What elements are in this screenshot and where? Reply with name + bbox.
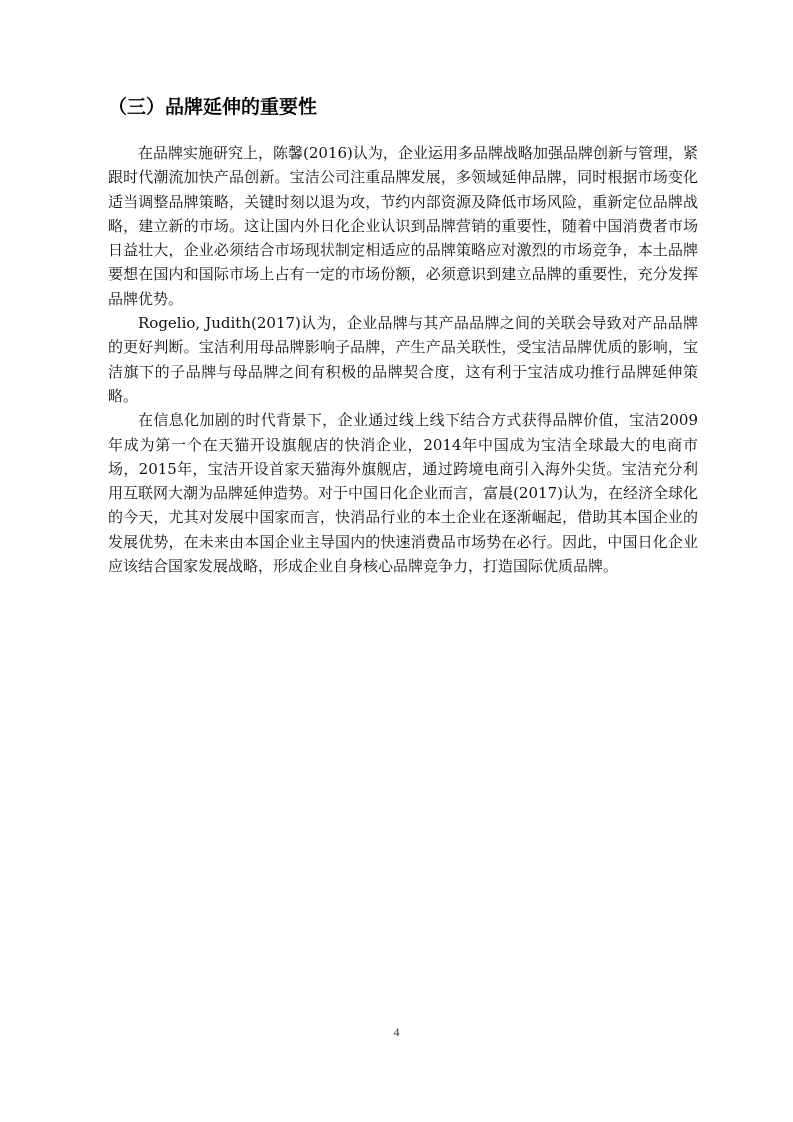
paragraph-2: Rogelio, Judith(2017)认为，企业品牌与其产品品牌之间的关联会导致对产品品牌的更好判断。宝洁利用母品牌影响子品牌，产生产品关联性，受宝洁品牌优质的影响，宝洁旗下的子品牌与母品牌之间有积极的品牌契合度，这有利于宝洁成功推行品牌延伸策略。 (108, 314, 698, 405)
page-number: 4 (393, 1025, 400, 1039)
paragraph-1: 在品牌实施研究上，陈馨(2016)认为，企业运用多品牌战略加强品牌创新与管理，紧跟时代潮流加快产品创新。宝洁公司注重品牌发展，多领域延伸品牌，同时根据市场变化适当调整品牌策略，关键时刻以退为攻，节约内部资源及降低市场风险，重新定位品牌战略，建立新的市场。这让国内外日化企业认识到品牌营销的重要性，随着中国消费者市场日益壮大，企业必须结合市场现状制定相适应的品牌策略应对激烈的市场竞争，本土品牌要想在国内和国际市场上占有一定的市场份额，必须意识到建立品牌的重要性，充分发挥品牌优势。 (108, 144, 698, 308)
paragraph-3: 在信息化加剧的时代背景下，企业通过线上线下结合方式获得品牌价值，宝洁2009年成为第一个在天猫开设旗舰店的快消企业，2014年中国成为宝洁全球最大的电商市场，2015年，宝洁开设首家天猫海外旗舰店，通过跨境电商引入海外尖货。宝洁充分利用互联网大潮为品牌延伸造势。对于中国日化企业而言，富晨(2017)认为，在经济全球化的今天，尤其对发展中国家而言，快消品行业的本土企业在逐渐崛起，借助其本国企业的发展优势，在未来由本国企业主导国内的快速消费品市场势在必行。因此，中国日化企业应该结合国家发展战略，形成企业自身核心品牌竞争力，打造国际优质品牌。 (108, 411, 698, 576)
section-heading: （三）品牌延伸的重要性 (108, 96, 318, 118)
body-text (108, 141, 698, 578)
